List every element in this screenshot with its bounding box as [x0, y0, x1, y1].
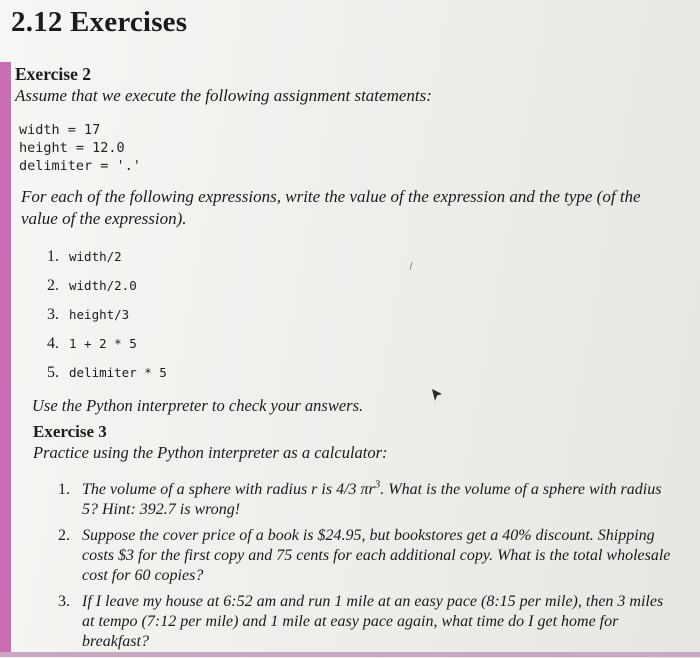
assignment-code-block [19, 121, 141, 175]
list-item [58, 526, 678, 586]
section-title: 2.12 Exercises [11, 6, 188, 38]
page-edge-strip [0, 62, 11, 657]
list-item [47, 248, 167, 277]
exercise-2-prompt-line-1: For each of the following expressions, write the value of the expression and the type (of the [21, 187, 641, 206]
list-item [47, 364, 167, 393]
code-line: delimiter = '.' [19, 158, 141, 174]
exercise-2-prompt-line-2: value of the expression). [21, 209, 187, 228]
pointer-cursor-icon [431, 388, 443, 402]
expression-code: width/2.0 [69, 278, 137, 293]
list-item [58, 480, 678, 520]
code-line: width = 17 [19, 122, 101, 138]
check-answers-note: Use the Python interpreter to check your answers. [32, 396, 364, 415]
list-item-number: 5. [47, 364, 59, 381]
expression-list [47, 248, 167, 393]
list-item-number: 2. [58, 527, 70, 544]
list-item-number: 1. [58, 481, 70, 498]
exercise-2-intro: Assume that we execute the following assignment statements: [15, 86, 432, 105]
problem-text: If I leave my house at 6:52 am and run 1 mile at an easy pace (8:15 per mile), then 3 miles at tempo (7:12 per mile) and 1 mile at easy pace again, what time do I get home for breakfast? [82, 593, 664, 650]
list-item-number: 3. [47, 306, 59, 323]
list-item-number: 4. [47, 335, 59, 352]
list-item-number: 2. [47, 277, 59, 294]
exercise-3-intro: Practice using the Python interpreter as a calculator: [33, 443, 388, 462]
list-item [47, 277, 167, 306]
expression-code: 1 + 2 * 5 [69, 336, 137, 351]
pen-mark-icon [409, 262, 413, 270]
problem-text-part: . What is the volume of a sphere with radius 5? Hint: 392.7 is wrong! [82, 481, 662, 518]
expression-code: height/3 [69, 307, 130, 322]
list-item-number: 3. [58, 593, 70, 610]
problem-text: Suppose the cover price of a book is $24.95, but bookstores get a 40% discount. Shipping costs $3 for the first copy and 75 cents for each additional copy. What is the total wholesale cost for 60 copies? [82, 527, 671, 584]
calculator-problem-list [58, 480, 678, 658]
list-item [47, 306, 167, 335]
list-item [47, 335, 167, 364]
problem-text-part: The volume of a sphere with radius r is 4/3 πr [82, 481, 375, 498]
problem-text [82, 480, 672, 520]
exercise-2-heading: Exercise 2 [15, 64, 91, 84]
expression-code: width/2 [69, 249, 122, 264]
superscript-exponent: 3 [374, 478, 381, 491]
list-item-number: 1. [47, 248, 59, 265]
list-item [58, 592, 678, 652]
exercise-3-heading: Exercise 3 [33, 422, 107, 441]
code-line: height = 12.0 [19, 140, 125, 156]
expression-code: delimiter * 5 [69, 365, 167, 380]
